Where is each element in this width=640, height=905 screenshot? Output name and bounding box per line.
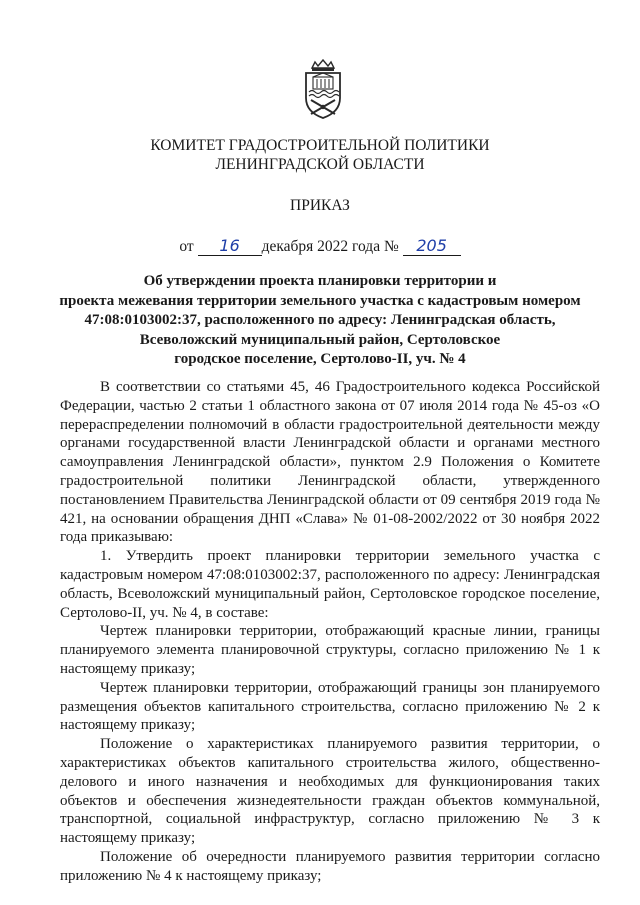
title-line: городское поселение, Сертолово-II, уч. № 4 [174, 351, 466, 367]
organization-line-2: ЛЕНИНГРАДСКОЙ ОБЛАСТИ [215, 156, 425, 173]
date-month-year: декабря 2022 года № [261, 238, 399, 255]
organization-line-1: КОМИТЕТ ГРАДОСТРОИТЕЛЬНОЙ ПОЛИТИКИ [150, 137, 490, 154]
preamble-paragraph: В соответствии со статьями 45, 46 Градостроительного кодекса Российской Федерации, частью 2 статьи 1 областного закона от 07 июля 2014 года № 45-оз «О перераспределении полномочий в области градостроительной деятельности между органами государственной власти Ленинградской области и органами местного самоуправления Ленинградской области», пунктом 2.9 Положения о Комитете градостроительной политики Ленинградской области, утвержденного постановлением Правительства Ленинградской области от 09 сентября 2019 года № 421, на основании обращения ДНП «Слава» № 01-08-2002/2022 от 30 ноября 2022 года приказываю: [60, 379, 600, 546]
title-line: проекта межевания территории земельного участка с кадастровым номером [59, 292, 581, 309]
item-1-paragraph: 1. Утвердить проект планировки территории земельного участка с кадастровым номером 47:08:0103002:37, расположенного по адресу: Ленинградская область, Всеволожский муниципальный район, Сертоловское городское поселение, Сертолово-II, уч. № 4, в составе: [60, 548, 600, 621]
date-day-field [198, 238, 262, 256]
document-type: ПРИКАЗ [290, 197, 350, 214]
composition-paragraph: Чертеж планировки территории, отображающий красные линии, границы планируемого элемента планировочной структуры, согласно приложению № 1 к настоящему приказу; [60, 623, 600, 677]
coat-of-arms-icon [300, 58, 346, 120]
date-line [0, 238, 640, 256]
composition-paragraph: Чертеж планировки территории, отображающий границы зон планируемого размещения объектов капитального строительства, согласно приложению № 2 к настоящему приказу; [60, 679, 600, 734]
title-line: 47:08:0103002:37, расположенного по адресу: Ленинградская область, [84, 312, 556, 328]
document-title [0, 272, 640, 370]
date-day-value: 16 [219, 236, 240, 255]
document-body [60, 378, 600, 886]
date-prefix: от [179, 238, 194, 255]
order-number-field [403, 238, 461, 256]
title-line: Всеволожский муниципальный район, Сертоловское [139, 331, 501, 348]
organization-name [0, 136, 640, 174]
order-number-value: 205 [416, 236, 447, 255]
title-line: Об утверждении проекта планировки территории и [143, 273, 497, 289]
composition-paragraph: Положение о характеристиках планируемого развития территории, о характеристиках объектов капитального строительства жилого, общественно-делового и иного назначения и необходимых для функционирования таких объектов и обеспечения жизнедеятельности граждан объектов коммунальной, транспортной, социальной инфраструктур, согласно приложению № 3 к настоящему приказу; [60, 736, 600, 847]
composition-paragraph: Положение об очередности планируемого развития территории согласно приложению № 4 к настоящему приказу; [60, 848, 600, 884]
